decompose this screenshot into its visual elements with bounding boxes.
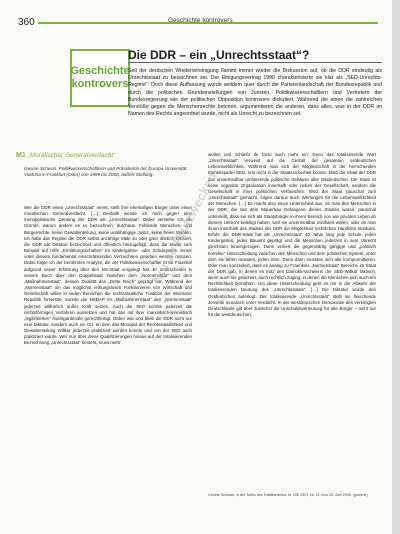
section-badge-text bbox=[70, 65, 129, 90]
running-head: Geschichte kontrovers bbox=[168, 17, 233, 24]
section-badge bbox=[70, 49, 130, 107]
sample-watermark: Nur zu Prüfzwecken bbox=[148, 170, 220, 287]
material-heading bbox=[16, 152, 115, 159]
article-title: Die DDR – ein „Unrechtsstaat“? bbox=[128, 48, 310, 62]
article-intro: Seit der deutschen Wiedervereinigung flammt immer wieder die Diskussion auf, ob die DDR eindeutig als Unrechtsstaat zu bezeichnen sei. Der Einigungsvertrag 1990 charakterisierte sie klar als „SED-Unrechts-Regime“. Doch diese Auffassung wurde seitdem quer durch die Parteienlandschaft der Bundesrepublik und durch die politischen Grundeinstellungen von Juristen, Politikwissenschaftlern und Vertretern der Bundesregierung wie der politischen Opposition kontrovers diskutiert. Während die einen die zahlreichen Verstöße gegen die Menschenrechte betonen, argumentieren die anderen, dass alles, was in der DDR im Namen des Rechts angeordnet wurde, nicht als Unrecht zu bezeichnen sei. bbox=[128, 68, 382, 118]
material-title: „Moralischer Generalverdacht“ bbox=[27, 152, 116, 159]
left-text-column: Wer die DDR einen „Unrechtsstaat“ nennt, stellt ihre ehemaligen Bürger unter einen moralischen Generalverdacht. […] Deshalb wende ich mich gegen eine monopolistische Deutung der DDR als „Unrechtsstaat“. Dabei verstehe ich die Gründe, warum andere es so bezeichnen, durchaus. Fehlende Menschen- und Bürgerrechte, keine Gewaltenteilung, keine unabhängige Justiz, keine freien Wahlen. Ich habe das Regime der DDR selbst unzählige Male so oder ganz ähnlich kritisiert, die DDR als Diktatur bezeichnet und öffentlich hinzugefügt, dass die etwas zum Beispiel auf Hilfe „Ermittlungsschaften“ im Kindergarten- oder Schulsystem immer unter diesem fundamental einschränkenden Verzeichnen gesehen werden müssen. Dabei folgte ich der berühmten Analyse, die der Politikwissenschaftler Ernst Fraenkel aufgrund seiner Erfahrung über den NS-Staat vorgelegt hat. Er unterscheidet in seinem Buch über den Doppelstaat zwischen dem „Normenstaat“ und dem „Maßnahmenstaat“, dessen Dualität das „Dritte Reich“ geprägt hat. Während der „Normenstaat“ um das möglichst reibungslosen Funktionieren von Wirtschaft und Gesellschaft willen in vielen Bereichen die rechtsstaatliche Tradition der Weimarer Republik fortsetzte, konnte die NSDAP im „Maßnahmenstaat“ den „Normenstaat“ jederzeit willkürlich außer Kraft setzen. Auch die SED konnte jederzeit die rechtsförmigen Verfahren aussetzen und hat das mit ihrer marxistisch-leninistisch „legitimierten“ Avantgarderolle gerechtfertigt. Daher war und blieb die DDR nicht nur eine Diktatur, sondern auch ein Ort, an dem das Monopol der Rechtsstaatlichkeit und Gewaltenteilung Willkür jederzeit praktiziert werden konnte und von der SED auch praktiziert wurde. Wer nun über diese Qualifizierungen hinaus auf der totalisierenden Bezeichnung „Unrechtsstaat“ besteht, muss mehr bbox=[24, 205, 192, 346]
badge-line-2: kontrovers bbox=[71, 78, 129, 90]
title-rule bbox=[128, 62, 382, 63]
source-footnote: Gesine Schwan, in der Tulles des Totalitarismus, in: DIE ZEIT, Nr. 21 vom 25. Juni 2009, (gekürzt) bbox=[208, 493, 368, 497]
right-text-column: wollen und schließt de facto auch mehr ein: Denn das totalisierende Wort „Unrechtsstaat“ verweist auf die Gestalt der gesamten ostdeutschen Lebenswirklichkeit. Während man sich der Mitgliedschaft in der herrschenden Einheitspartei SED, erst recht in der Staatssicherheit konnte, blieb der Staat der DDR das unvermeidbar umfassende politische Gehäuse aller Ostdeutschen. Der Staat ist keine separate Organisation innerhalb oder neben der Gesellschaft, sondern die Gesellschaft in ihrer politischen Verfasstheit. Wird der Staat pauschal zum „Unrechtsstaat“ gemacht, folgen daraus auch Wertungen für die Lebenswirklichkeit der Menschen. […] Es macht also einen Unterschied aus, ob man den Menschen in der DDR, die seit dem Mauerbau Gefangene dieses Staates waren, pauschal unterstellt, dass sie sich als Staatsbürger in ihrem Bereich von wie privaten Leben an diesem Unrecht beteiligt haben, weil sie unvermeidbar involviert waren, oder ob man ihnen innerhalb des Staates der DDR die Möglichkeit rechtlichen Handelns einräumt. Erfuhr der DDR-Staat hat als „Unrechtsstaat“ 40 Jahre lang jede Schule, jeden Kindergarten, jedes Bauamt geprägt und die Menschen jederzeit in sein Unrecht gleichsam hineingezogen. Dann verliert die gegenwärtig gängige und „politisch korrekte“ Unterscheidung zwischen den Menschen und dem politischen System, unter dem sie leben mussten, jeden Sinn. Denn dann mussten sich alle kompromittieren. Oder man konzediert, dass es analog zu Fraenkels „Normenstaat“ Bereiche im Staat der DDR gab, in denen es trotz des Damoklesschwerts der SED-Willkür faktisch, wenn auch nie gesichert, auch rechtlich zuging, in denen die Menschen sich auch um Rechtlichkeit bemühten. Um diese Unterscheidung geht es mir in der Abwehr der totalisierenden Deutung des „Unrechtsstaats“. […] Die Diktatur wurde den Ostdeutschen auferlegt. Der totalisierende „Unrechtsstaat“ stellt sie fleischende Jenseits moralisch unter Verdacht. In der westdeutschen Demokratie des vereinigten Deutschlands gilt aber zunächst die Unschuldsvermutung für alle Bürger – nicht nur für die westdeutschen. bbox=[208, 152, 376, 318]
scan-edge bbox=[392, 0, 400, 534]
badge-line-1: Geschichte bbox=[70, 65, 130, 78]
page-number: 360 bbox=[18, 17, 35, 28]
material-label: M1 bbox=[16, 152, 26, 159]
material-source-intro: Gesine Schwan, Politikwissenschaftlerin und Präsidentin der Europa-Universität Viadrina in Frankfurt (Oder) von 1999 bis 2008, äußert Stellung: bbox=[24, 166, 187, 178]
